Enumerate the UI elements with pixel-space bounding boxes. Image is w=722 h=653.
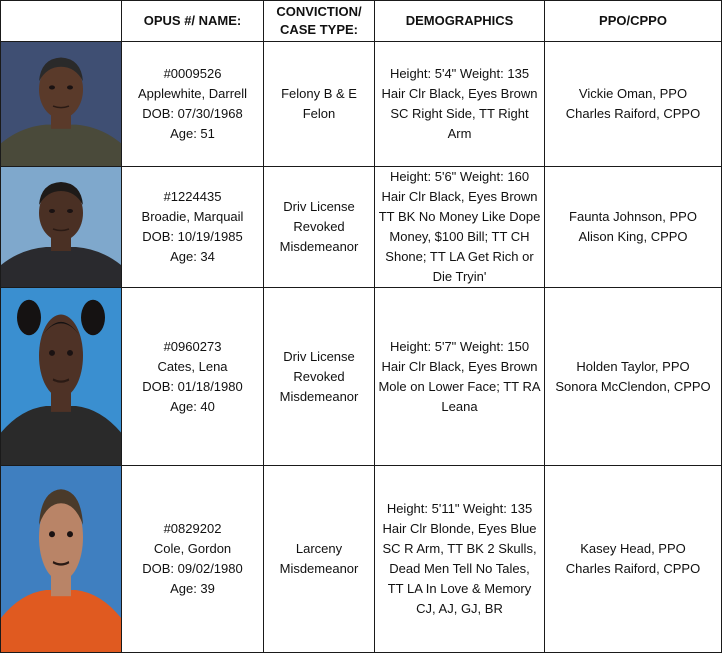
offender-name: Broadie, Marquail — [141, 209, 244, 224]
conviction-cell — [264, 42, 375, 167]
demographics-line: Hair Clr Black, Eyes Brown — [381, 86, 538, 101]
conviction-line: Misdemeanor — [279, 239, 359, 254]
date-of-birth: DOB: 10/19/1985 — [142, 229, 243, 244]
opus-number: #0009526 — [163, 66, 222, 81]
offender-name: Cole, Gordon — [153, 541, 232, 556]
mugshot-image — [1, 42, 121, 166]
demographics-line: Dead Men Tell No Tales, — [389, 561, 530, 576]
demographics-line: Height: 5'7" Weight: 150 — [389, 338, 530, 354]
table-row — [1, 42, 722, 167]
demographics-line: Height: 5'6" Weight: 160 — [389, 169, 530, 184]
header-conviction-line1: CONVICTION/ — [276, 4, 362, 19]
mugshot-image — [1, 167, 121, 287]
photo-cell — [1, 288, 122, 466]
conviction-line: Felony B & E — [281, 86, 357, 101]
age: Age: 51 — [170, 126, 215, 141]
demographics-line: CJ, AJ, GJ, BR — [416, 601, 503, 616]
demographics-line: SC R Arm, TT BK 2 Skulls, — [382, 541, 537, 556]
demographics-line: SC Right Side, TT Right — [390, 106, 529, 121]
demographics-line: Height: 5'11" Weight: 135 — [386, 501, 533, 516]
date-of-birth: DOB: 01/18/1980 — [142, 378, 243, 394]
header-photo — [1, 1, 122, 42]
demographics-line: Shone; TT LA Get Rich or — [385, 249, 534, 264]
header-ppo: PPO/CPPO — [545, 1, 722, 42]
demographics-line: Money, $100 Bill; TT CH — [389, 229, 530, 244]
header-row — [1, 1, 722, 42]
header-conviction — [264, 1, 375, 42]
photo-cell — [1, 42, 122, 167]
offender-name: Cates, Lena — [157, 358, 228, 374]
age: Age: 40 — [170, 398, 215, 414]
demographics-line: Hair Clr Blonde, Eyes Blue — [382, 521, 537, 536]
age: Age: 34 — [170, 249, 215, 264]
officer-name: Kasey Head, PPO — [580, 541, 686, 556]
opus-number: #0829202 — [163, 521, 222, 536]
officer-name: Holden Taylor, PPO — [576, 358, 690, 374]
conviction-cell — [264, 167, 375, 288]
table-row — [1, 288, 722, 466]
officer-cell — [545, 167, 722, 288]
demographics-line: Hair Clr Black, Eyes Brown — [381, 189, 538, 204]
conviction-line: Driv License — [283, 348, 355, 364]
header-name: OPUS #/ NAME: — [122, 1, 264, 42]
name-cell — [122, 42, 264, 167]
conviction-line: Driv License — [283, 199, 355, 214]
photo-cell — [1, 466, 122, 653]
demographics-cell — [375, 167, 545, 288]
officer-name: Charles Raiford, CPPO — [565, 561, 701, 576]
offender-name: Applewhite, Darrell — [137, 86, 248, 101]
officer-name: Charles Raiford, CPPO — [565, 106, 701, 121]
name-cell — [122, 167, 264, 288]
demographics-line: Hair Clr Black, Eyes Brown — [381, 358, 538, 374]
demographics-line: Leana — [441, 398, 478, 414]
opus-number: #0960273 — [163, 338, 222, 354]
conviction-cell — [264, 466, 375, 653]
opus-number: #1224435 — [163, 189, 222, 204]
photo-cell — [1, 167, 122, 288]
header-conviction-line2: CASE TYPE: — [279, 22, 358, 37]
conviction-line: Larceny — [295, 541, 343, 556]
age: Age: 39 — [170, 581, 215, 596]
demographics-cell — [375, 42, 545, 167]
date-of-birth: DOB: 07/30/1968 — [142, 106, 243, 121]
demographics-line: TT LA In Love & Memory — [387, 581, 532, 596]
table-row — [1, 466, 722, 653]
officer-cell — [545, 466, 722, 653]
name-cell — [122, 288, 264, 466]
officer-name: Sonora McClendon, CPPO — [555, 378, 711, 394]
officer-cell — [545, 288, 722, 466]
demographics-line: Mole on Lower Face; TT RA — [378, 378, 541, 394]
officer-name: Alison King, CPPO — [578, 229, 688, 244]
officer-name: Faunta Johnson, PPO — [569, 209, 697, 224]
demographics-line: TT BK No Money Like Dope — [378, 209, 541, 224]
conviction-line: Misdemeanor — [279, 561, 359, 576]
conviction-line: Revoked — [293, 368, 345, 384]
demographics-line: Height: 5'4" Weight: 135 — [389, 66, 530, 81]
header-demographics: DEMOGRAPHICS — [375, 1, 545, 42]
mugshot-image — [1, 288, 121, 465]
conviction-cell — [264, 288, 375, 466]
officer-name: Vickie Oman, PPO — [578, 86, 688, 101]
demographics-cell — [375, 288, 545, 466]
mugshot-image — [1, 466, 121, 652]
demographics-line: Die Tryin' — [432, 269, 487, 284]
table-row — [1, 167, 722, 288]
conviction-line: Misdemeanor — [279, 388, 359, 404]
date-of-birth: DOB: 09/02/1980 — [142, 561, 243, 576]
officer-cell — [545, 42, 722, 167]
conviction-line: Felon — [302, 106, 336, 121]
demographics-cell — [375, 466, 545, 653]
demographics-line: Arm — [447, 126, 472, 141]
conviction-line: Revoked — [293, 219, 345, 234]
name-cell — [122, 466, 264, 653]
